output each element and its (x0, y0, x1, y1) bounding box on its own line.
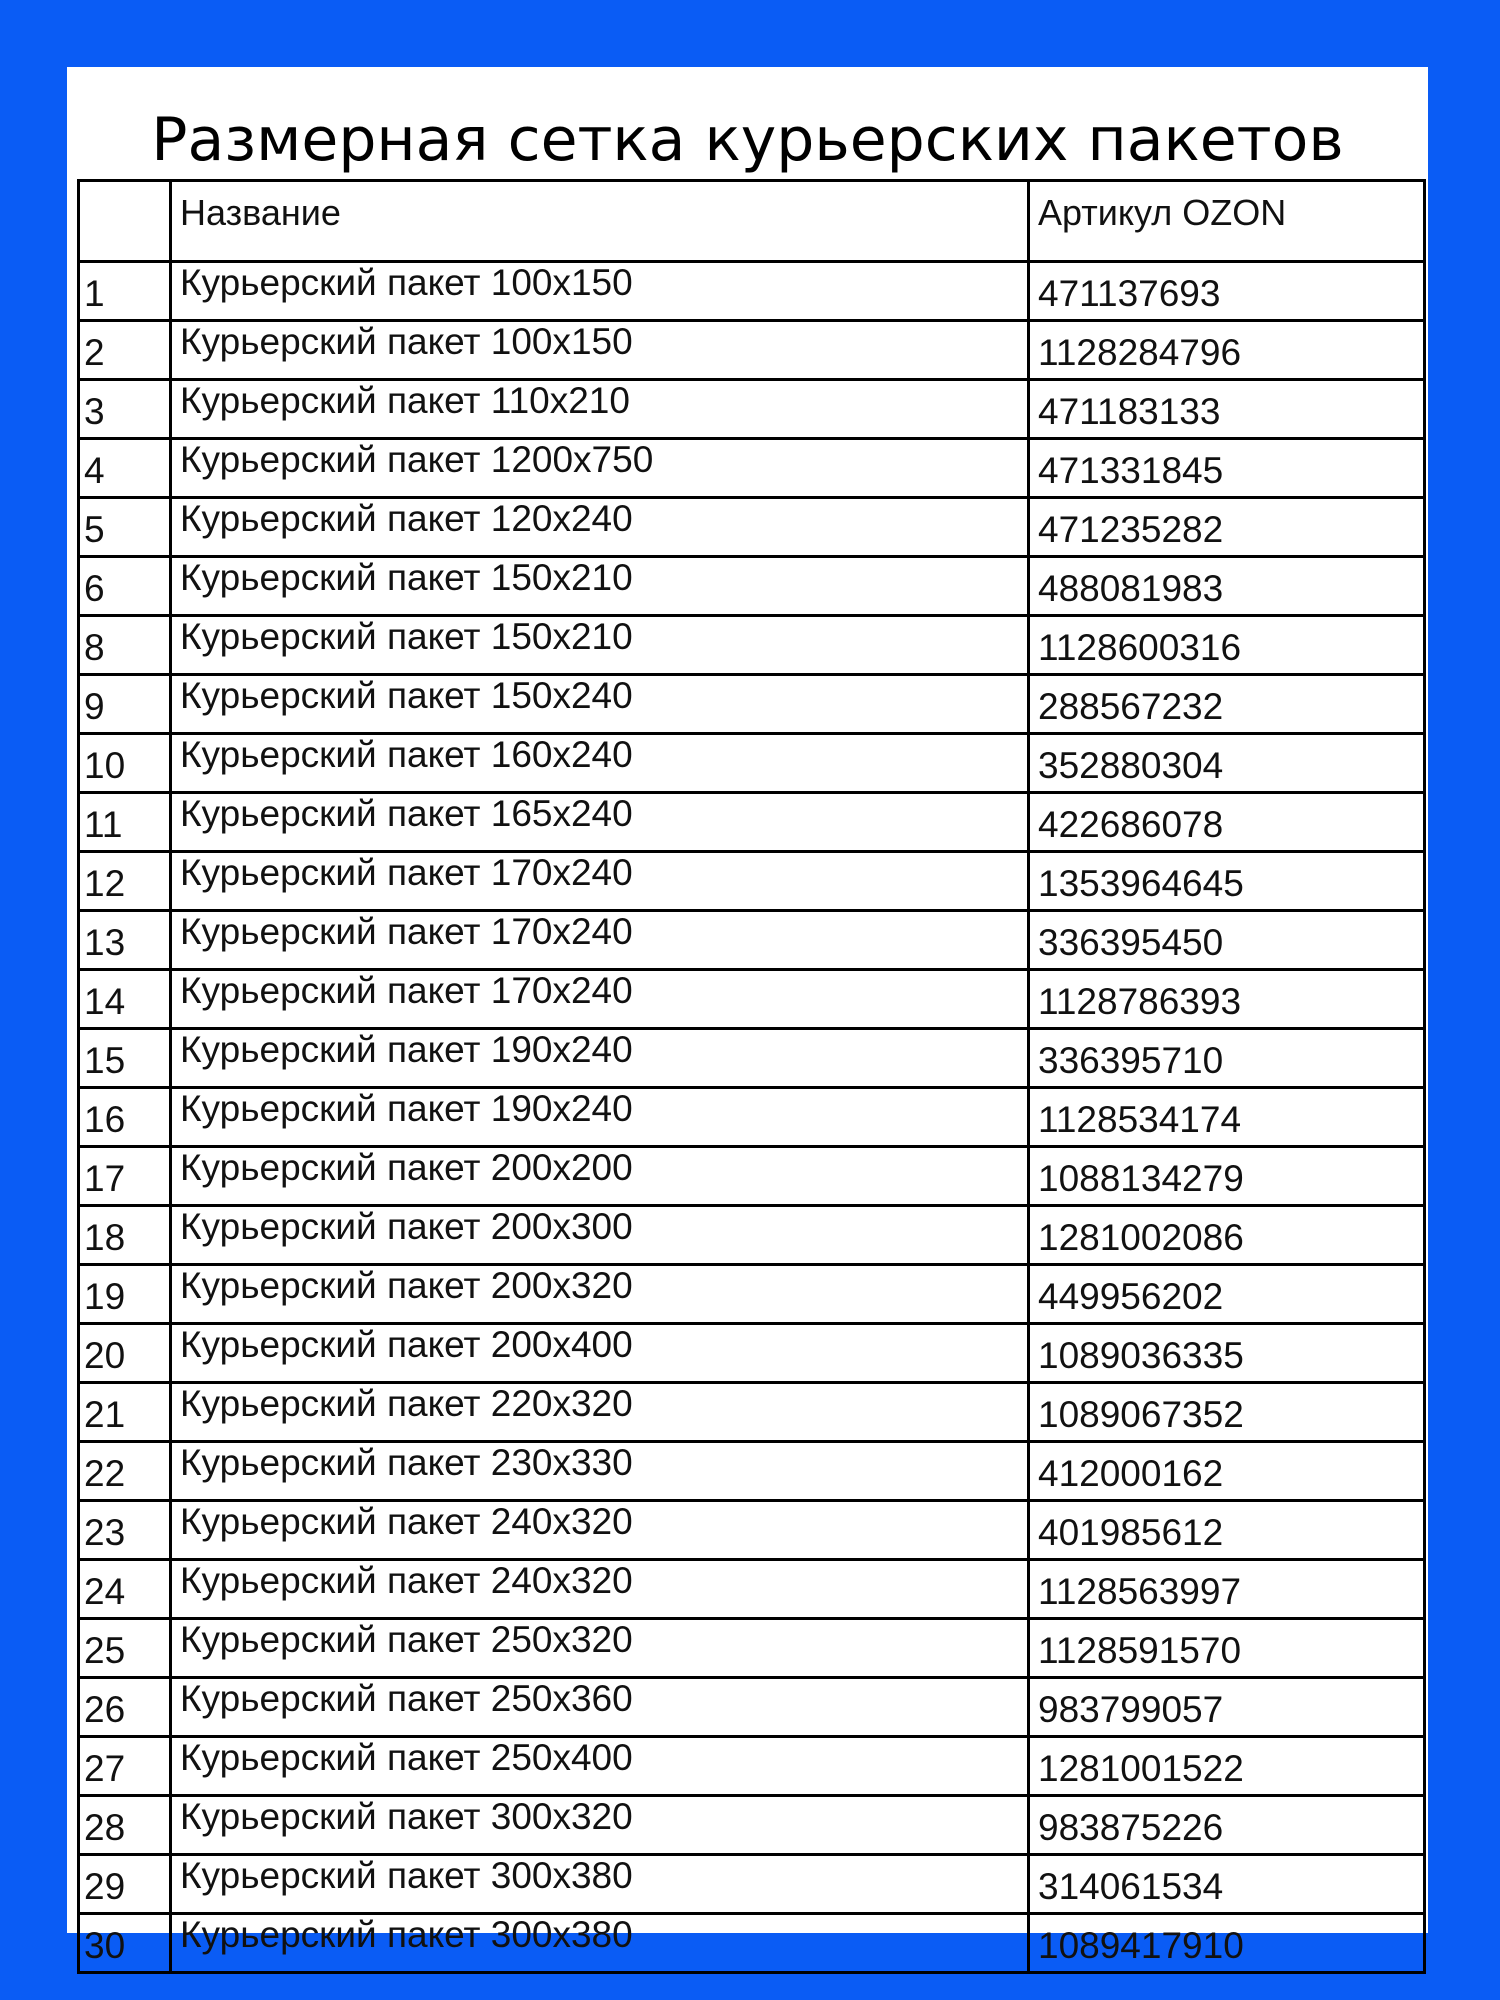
ozon-sku-cell: 983875226 (1029, 1796, 1425, 1855)
table-row (79, 1324, 1425, 1383)
ozon-sku-cell: 1089036335 (1029, 1324, 1425, 1383)
ozon-sku-cell: 1128534174 (1029, 1088, 1425, 1147)
table-row (79, 1206, 1425, 1265)
row-number-cell: 22 (79, 1442, 171, 1501)
product-name-cell: Курьерский пакет 1200х750 (171, 439, 1029, 498)
ozon-sku-cell: 1088134279 (1029, 1147, 1425, 1206)
row-number-cell: 24 (79, 1560, 171, 1619)
row-number-cell: 17 (79, 1147, 171, 1206)
ozon-sku-cell: 336395710 (1029, 1029, 1425, 1088)
table-row (79, 734, 1425, 793)
table-row (79, 380, 1425, 439)
table-row (79, 557, 1425, 616)
table-row (79, 1265, 1425, 1324)
table-row (79, 1088, 1425, 1147)
column-header-number (79, 181, 171, 262)
ozon-sku-cell: 288567232 (1029, 675, 1425, 734)
product-name-cell: Курьерский пакет 120х240 (171, 498, 1029, 557)
product-name-cell: Курьерский пакет 200х320 (171, 1265, 1029, 1324)
table-row (79, 1678, 1425, 1737)
row-number-cell: 11 (79, 793, 171, 852)
product-name-cell: Курьерский пакет 240х320 (171, 1560, 1029, 1619)
table-body (79, 262, 1425, 1973)
ozon-sku-cell: 412000162 (1029, 1442, 1425, 1501)
table-header-row (79, 181, 1425, 262)
table-row (79, 970, 1425, 1029)
column-header-sku: Артикул OZON (1029, 181, 1425, 262)
ozon-sku-cell: 1281002086 (1029, 1206, 1425, 1265)
ozon-sku-cell: 1089417910 (1029, 1914, 1425, 1973)
product-name-cell: Курьерский пакет 200х200 (171, 1147, 1029, 1206)
table-row (79, 1501, 1425, 1560)
ozon-sku-cell: 449956202 (1029, 1265, 1425, 1324)
table-row (79, 262, 1425, 321)
table-row (79, 675, 1425, 734)
product-name-cell: Курьерский пакет 200х400 (171, 1324, 1029, 1383)
row-number-cell: 4 (79, 439, 171, 498)
product-name-cell: Курьерский пакет 150х240 (171, 675, 1029, 734)
ozon-sku-cell: 1128284796 (1029, 321, 1425, 380)
product-name-cell: Курьерский пакет 100х150 (171, 262, 1029, 321)
row-number-cell: 23 (79, 1501, 171, 1560)
table-row (79, 1796, 1425, 1855)
ozon-sku-cell: 983799057 (1029, 1678, 1425, 1737)
table-row (79, 1029, 1425, 1088)
row-number-cell: 10 (79, 734, 171, 793)
product-name-cell: Курьерский пакет 300х380 (171, 1855, 1029, 1914)
table-row (79, 439, 1425, 498)
row-number-cell: 1 (79, 262, 171, 321)
product-name-cell: Курьерский пакет 150х210 (171, 557, 1029, 616)
product-name-cell: Курьерский пакет 100х150 (171, 321, 1029, 380)
product-name-cell: Курьерский пакет 170х240 (171, 970, 1029, 1029)
ozon-sku-cell: 1353964645 (1029, 852, 1425, 911)
table-row (79, 616, 1425, 675)
row-number-cell: 19 (79, 1265, 171, 1324)
row-number-cell: 5 (79, 498, 171, 557)
table-row (79, 1560, 1425, 1619)
size-chart-table (77, 179, 1426, 1974)
ozon-sku-cell: 471235282 (1029, 498, 1425, 557)
ozon-sku-cell: 471183133 (1029, 380, 1425, 439)
table-row (79, 498, 1425, 557)
ozon-sku-cell: 422686078 (1029, 793, 1425, 852)
product-name-cell: Курьерский пакет 300х380 (171, 1914, 1029, 1973)
ozon-sku-cell: 488081983 (1029, 557, 1425, 616)
ozon-sku-cell: 471137693 (1029, 262, 1425, 321)
row-number-cell: 28 (79, 1796, 171, 1855)
row-number-cell: 30 (79, 1914, 171, 1973)
row-number-cell: 16 (79, 1088, 171, 1147)
page-title: Размерная сетка курьерских пакетов (151, 105, 1344, 175)
row-number-cell: 25 (79, 1619, 171, 1678)
row-number-cell: 27 (79, 1737, 171, 1796)
row-number-cell: 3 (79, 380, 171, 439)
ozon-sku-cell: 1128786393 (1029, 970, 1425, 1029)
table-row (79, 1855, 1425, 1914)
table-row (79, 1737, 1425, 1796)
product-name-cell: Курьерский пакет 170х240 (171, 911, 1029, 970)
product-name-cell: Курьерский пакет 160х240 (171, 734, 1029, 793)
product-name-cell: Курьерский пакет 170х240 (171, 852, 1029, 911)
table-row (79, 1147, 1425, 1206)
row-number-cell: 15 (79, 1029, 171, 1088)
table-row (79, 852, 1425, 911)
product-name-cell: Курьерский пакет 250х360 (171, 1678, 1029, 1737)
ozon-sku-cell: 1128591570 (1029, 1619, 1425, 1678)
row-number-cell: 14 (79, 970, 171, 1029)
table-row (79, 1914, 1425, 1973)
ozon-sku-cell: 336395450 (1029, 911, 1425, 970)
ozon-sku-cell: 401985612 (1029, 1501, 1425, 1560)
product-name-cell: Курьерский пакет 250х400 (171, 1737, 1029, 1796)
row-number-cell: 29 (79, 1855, 171, 1914)
row-number-cell: 26 (79, 1678, 171, 1737)
product-name-cell: Курьерский пакет 110х210 (171, 380, 1029, 439)
column-header-name: Название (171, 181, 1029, 262)
product-name-cell: Курьерский пакет 300х320 (171, 1796, 1029, 1855)
table-row (79, 321, 1425, 380)
product-name-cell: Курьерский пакет 250х320 (171, 1619, 1029, 1678)
product-name-cell: Курьерский пакет 220х320 (171, 1383, 1029, 1442)
ozon-sku-cell: 314061534 (1029, 1855, 1425, 1914)
table-row (79, 793, 1425, 852)
row-number-cell: 20 (79, 1324, 171, 1383)
product-name-cell: Курьерский пакет 240х320 (171, 1501, 1029, 1560)
row-number-cell: 18 (79, 1206, 171, 1265)
row-number-cell: 2 (79, 321, 171, 380)
product-name-cell: Курьерский пакет 230х330 (171, 1442, 1029, 1501)
row-number-cell: 12 (79, 852, 171, 911)
product-name-cell: Курьерский пакет 150х210 (171, 616, 1029, 675)
product-name-cell: Курьерский пакет 165х240 (171, 793, 1029, 852)
row-number-cell: 8 (79, 616, 171, 675)
product-name-cell: Курьерский пакет 200х300 (171, 1206, 1029, 1265)
document-sheet (67, 67, 1428, 1966)
table-row (79, 1619, 1425, 1678)
ozon-sku-cell: 1089067352 (1029, 1383, 1425, 1442)
product-name-cell: Курьерский пакет 190х240 (171, 1088, 1029, 1147)
ozon-sku-cell: 1128563997 (1029, 1560, 1425, 1619)
ozon-sku-cell: 352880304 (1029, 734, 1425, 793)
ozon-sku-cell: 1128600316 (1029, 616, 1425, 675)
table-row (79, 1442, 1425, 1501)
row-number-cell: 21 (79, 1383, 171, 1442)
table-row (79, 1383, 1425, 1442)
row-number-cell: 9 (79, 675, 171, 734)
ozon-sku-cell: 1281001522 (1029, 1737, 1425, 1796)
row-number-cell: 13 (79, 911, 171, 970)
product-name-cell: Курьерский пакет 190х240 (171, 1029, 1029, 1088)
table-row (79, 911, 1425, 970)
ozon-sku-cell: 471331845 (1029, 439, 1425, 498)
row-number-cell: 6 (79, 557, 171, 616)
